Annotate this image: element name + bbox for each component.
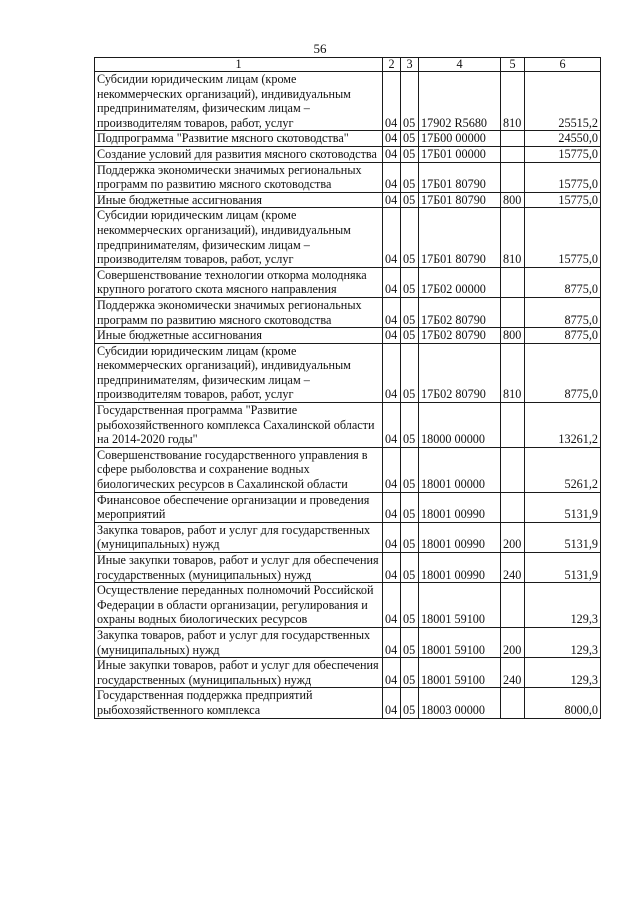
row-subsection-cell: 05	[401, 328, 419, 344]
row-subsection-cell: 05	[401, 267, 419, 297]
row-amount-cell: 8775,0	[525, 267, 601, 297]
row-amount-cell: 15775,0	[525, 146, 601, 162]
row-expense-type-cell	[501, 583, 525, 628]
table-row	[95, 328, 601, 344]
row-section-cell: 04	[383, 403, 401, 448]
row-subsection-cell: 05	[401, 492, 419, 522]
row-expense-type-cell: 800	[501, 192, 525, 208]
row-section-cell: 04	[383, 583, 401, 628]
table-row	[95, 522, 601, 552]
row-subsection-cell: 05	[401, 162, 419, 192]
table-row	[95, 583, 601, 628]
header-cell: 1	[95, 58, 383, 72]
row-expense-type-cell	[501, 688, 525, 718]
row-name-cell: Поддержка экономически значимых региональных программ по развитию мясного скотоводства	[95, 297, 383, 327]
row-target-article-cell: 17Б01 80790	[419, 192, 501, 208]
table-row	[95, 72, 601, 131]
row-amount-cell: 15775,0	[525, 162, 601, 192]
row-subsection-cell: 05	[401, 208, 419, 267]
table-row	[95, 627, 601, 657]
row-name-cell: Создание условий для развития мясного скотоводства	[95, 146, 383, 162]
row-target-article-cell: 18001 00990	[419, 553, 501, 583]
table-row	[95, 403, 601, 448]
row-expense-type-cell	[501, 267, 525, 297]
row-name-cell: Поддержка экономически значимых региональных программ по развитию мясного скотоводства	[95, 162, 383, 192]
row-expense-type-cell: 810	[501, 208, 525, 267]
table-row	[95, 131, 601, 147]
row-name-cell: Подпрограмма "Развитие мясного скотоводства"	[95, 131, 383, 147]
row-amount-cell: 129,3	[525, 658, 601, 688]
row-section-cell: 04	[383, 297, 401, 327]
row-section-cell: 04	[383, 627, 401, 657]
row-section-cell: 04	[383, 208, 401, 267]
row-subsection-cell: 05	[401, 627, 419, 657]
row-expense-type-cell	[501, 297, 525, 327]
header-cell: 3	[401, 58, 419, 72]
row-amount-cell: 5131,9	[525, 553, 601, 583]
row-target-article-cell: 17Б01 80790	[419, 162, 501, 192]
row-name-cell: Государственная поддержка предприятий рыбохозяйственного комплекса	[95, 688, 383, 718]
row-section-cell: 04	[383, 553, 401, 583]
table-row	[95, 267, 601, 297]
table-row	[95, 343, 601, 402]
row-subsection-cell: 05	[401, 553, 419, 583]
row-target-article-cell: 17Б00 00000	[419, 131, 501, 147]
page-number: 56	[313, 41, 327, 56]
row-amount-cell: 25515,2	[525, 72, 601, 131]
row-target-article-cell: 17Б02 80790	[419, 328, 501, 344]
row-name-cell: Совершенствование государственного управления в сфере рыболовства и сохранение водных биологических ресурсов в Сахалинской области	[95, 447, 383, 492]
row-subsection-cell: 05	[401, 403, 419, 448]
row-target-article-cell: 17Б01 00000	[419, 146, 501, 162]
row-section-cell: 04	[383, 131, 401, 147]
row-target-article-cell: 17902 R5680	[419, 72, 501, 131]
row-expense-type-cell: 810	[501, 343, 525, 402]
row-amount-cell: 5131,9	[525, 522, 601, 552]
row-name-cell: Иные закупки товаров, работ и услуг для обеспечения государственных (муниципальных) нужд	[95, 553, 383, 583]
row-name-cell: Совершенствование технологии откорма молодняка крупного рогатого скота мясного направления	[95, 267, 383, 297]
row-amount-cell: 15775,0	[525, 192, 601, 208]
row-target-article-cell: 18003 00000	[419, 688, 501, 718]
row-amount-cell: 8775,0	[525, 343, 601, 402]
row-amount-cell: 8775,0	[525, 297, 601, 327]
row-subsection-cell: 05	[401, 658, 419, 688]
row-expense-type-cell	[501, 146, 525, 162]
row-amount-cell: 8000,0	[525, 688, 601, 718]
row-subsection-cell: 05	[401, 297, 419, 327]
row-name-cell: Иные бюджетные ассигнования	[95, 328, 383, 344]
table-row	[95, 447, 601, 492]
row-target-article-cell: 18001 59100	[419, 583, 501, 628]
row-subsection-cell: 05	[401, 522, 419, 552]
row-expense-type-cell: 200	[501, 522, 525, 552]
table-row	[95, 492, 601, 522]
row-target-article-cell: 17Б02 80790	[419, 297, 501, 327]
table-row	[95, 688, 601, 718]
row-target-article-cell: 17Б02 80790	[419, 343, 501, 402]
row-target-article-cell: 18001 00990	[419, 492, 501, 522]
row-subsection-cell: 05	[401, 146, 419, 162]
row-section-cell: 04	[383, 522, 401, 552]
row-amount-cell: 15775,0	[525, 208, 601, 267]
row-subsection-cell: 05	[401, 583, 419, 628]
row-expense-type-cell: 800	[501, 328, 525, 344]
row-subsection-cell: 05	[401, 192, 419, 208]
row-expense-type-cell	[501, 447, 525, 492]
row-target-article-cell: 17Б01 80790	[419, 208, 501, 267]
row-name-cell: Субсидии юридическим лицам (кроме некоммерческих организаций), индивидуальным предпринимателям, физическим лицам – производителям товаров, работ, услуг	[95, 72, 383, 131]
row-subsection-cell: 05	[401, 131, 419, 147]
row-name-cell: Субсидии юридическим лицам (кроме некоммерческих организаций), индивидуальным предпринимателям, физическим лицам – производителям товаров, работ, услуг	[95, 343, 383, 402]
table-row	[95, 146, 601, 162]
header-cell: 6	[525, 58, 601, 72]
row-name-cell: Закупка товаров, работ и услуг для государственных (муниципальных) нужд	[95, 627, 383, 657]
row-target-article-cell: 18001 00000	[419, 447, 501, 492]
header-cell: 5	[501, 58, 525, 72]
header-cell: 4	[419, 58, 501, 72]
header-cell: 2	[383, 58, 401, 72]
row-target-article-cell: 17Б02 00000	[419, 267, 501, 297]
row-section-cell: 04	[383, 146, 401, 162]
row-name-cell: Финансовое обеспечение организации и проведения мероприятий	[95, 492, 383, 522]
table-row	[95, 162, 601, 192]
row-subsection-cell: 05	[401, 688, 419, 718]
row-section-cell: 04	[383, 328, 401, 344]
row-name-cell: Осуществление переданных полномочий Российской Федерации в области организации, регулирования и охраны водных биологических ресурсов	[95, 583, 383, 628]
row-name-cell: Закупка товаров, работ и услуг для государственных (муниципальных) нужд	[95, 522, 383, 552]
table-body	[95, 72, 601, 719]
row-amount-cell: 13261,2	[525, 403, 601, 448]
row-section-cell: 04	[383, 492, 401, 522]
budget-table	[94, 57, 601, 719]
row-section-cell: 04	[383, 192, 401, 208]
row-expense-type-cell: 810	[501, 72, 525, 131]
row-expense-type-cell: 200	[501, 627, 525, 657]
row-section-cell: 04	[383, 267, 401, 297]
row-amount-cell: 5131,9	[525, 492, 601, 522]
row-name-cell: Иные бюджетные ассигнования	[95, 192, 383, 208]
row-subsection-cell: 05	[401, 447, 419, 492]
table-row	[95, 658, 601, 688]
row-expense-type-cell: 240	[501, 553, 525, 583]
row-amount-cell: 8775,0	[525, 328, 601, 344]
row-target-article-cell: 18001 00990	[419, 522, 501, 552]
table-row	[95, 208, 601, 267]
row-section-cell: 04	[383, 343, 401, 402]
table-row	[95, 553, 601, 583]
row-section-cell: 04	[383, 658, 401, 688]
table-header-row	[95, 58, 601, 72]
row-target-article-cell: 18000 00000	[419, 403, 501, 448]
row-amount-cell: 24550,0	[525, 131, 601, 147]
row-section-cell: 04	[383, 688, 401, 718]
row-subsection-cell: 05	[401, 343, 419, 402]
row-target-article-cell: 18001 59100	[419, 627, 501, 657]
row-section-cell: 04	[383, 162, 401, 192]
row-name-cell: Иные закупки товаров, работ и услуг для обеспечения государственных (муниципальных) нужд	[95, 658, 383, 688]
row-amount-cell: 5261,2	[525, 447, 601, 492]
row-name-cell: Государственная программа "Развитие рыбохозяйственного комплекса Сахалинской области на 2014-2020 годы"	[95, 403, 383, 448]
row-expense-type-cell	[501, 162, 525, 192]
table-row	[95, 192, 601, 208]
row-expense-type-cell: 240	[501, 658, 525, 688]
row-subsection-cell: 05	[401, 72, 419, 131]
row-section-cell: 04	[383, 72, 401, 131]
row-expense-type-cell	[501, 403, 525, 448]
row-expense-type-cell	[501, 131, 525, 147]
row-section-cell: 04	[383, 447, 401, 492]
row-amount-cell: 129,3	[525, 583, 601, 628]
row-expense-type-cell	[501, 492, 525, 522]
row-target-article-cell: 18001 59100	[419, 658, 501, 688]
row-amount-cell: 129,3	[525, 627, 601, 657]
row-name-cell: Субсидии юридическим лицам (кроме некоммерческих организаций), индивидуальным предпринимателям, физическим лицам – производителям товаров, работ, услуг	[95, 208, 383, 267]
table-row	[95, 297, 601, 327]
